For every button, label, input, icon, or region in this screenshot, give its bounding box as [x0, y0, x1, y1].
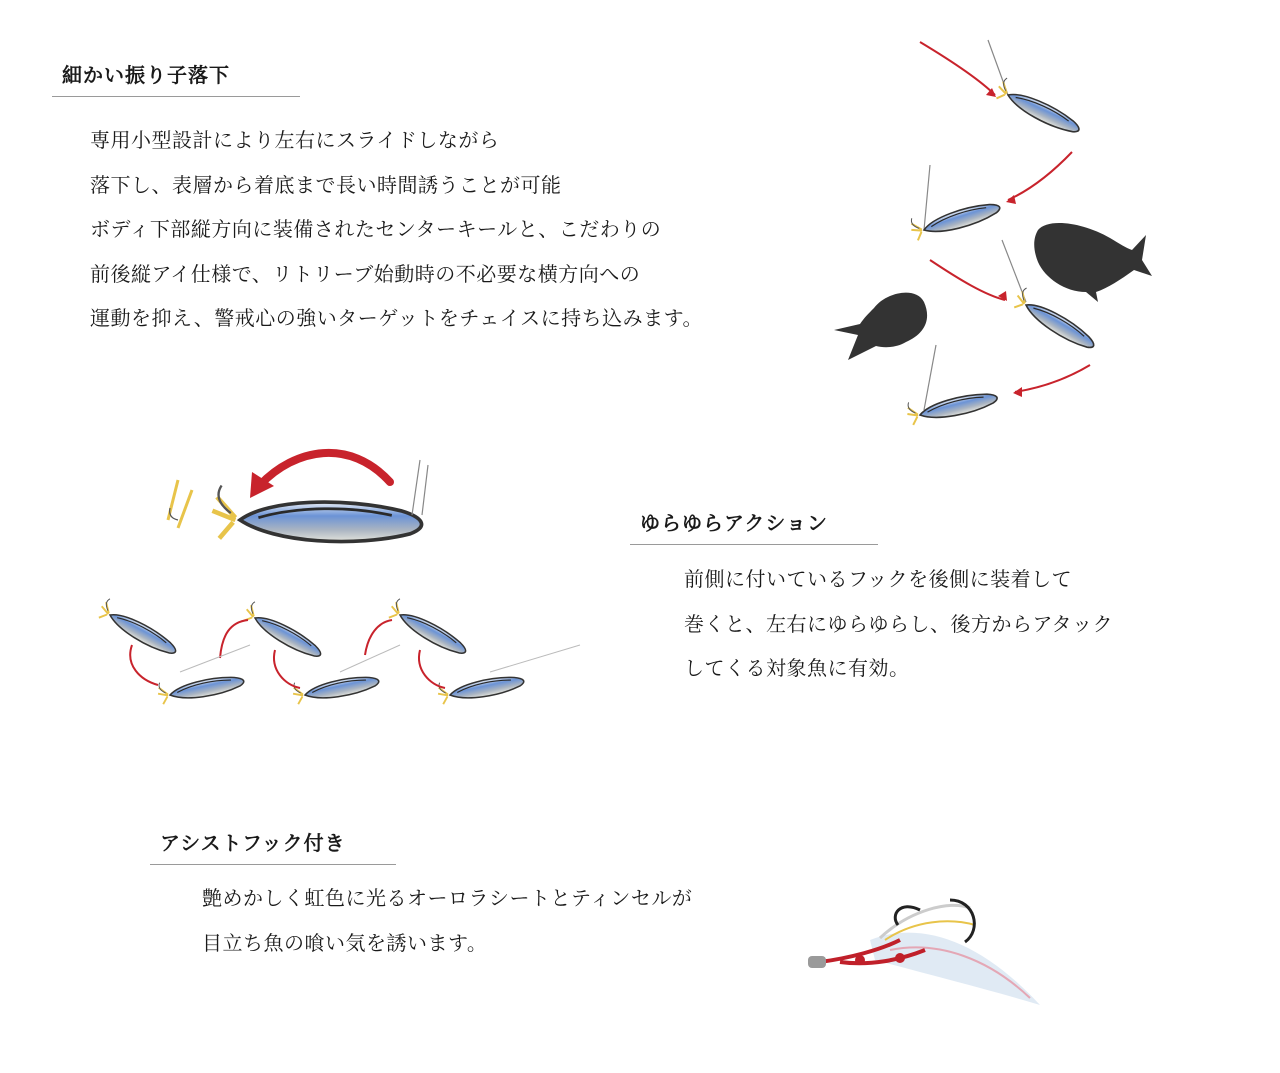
- fish-silhouette-icon: [834, 223, 1152, 360]
- section-heading-assist-hook: アシストフック付き: [160, 831, 346, 855]
- section-heading-pendulum-fall: 細かい振り子落下: [62, 63, 230, 87]
- lure-icon: [1011, 286, 1102, 353]
- wobble-action-illustration: [80, 440, 600, 730]
- falling-lure-illustration: [820, 30, 1160, 440]
- body-line: してくる対象魚に有効。: [684, 656, 910, 680]
- section-divider: [150, 864, 396, 865]
- body-line: 落下し、表層から着底まで長い時間誘うことが可能: [90, 172, 562, 197]
- lure-icon: [212, 486, 421, 542]
- body-line: 専用小型設計により左右にスライドしながら: [90, 128, 500, 152]
- lure-icon: [386, 597, 473, 658]
- body-line: 目立ち魚の喰い気を誘います。: [202, 930, 488, 955]
- section-body-pendulum-fall: [90, 118, 703, 341]
- section-body-wobble-action: [684, 557, 1113, 691]
- body-line: 運動を抑え、警戒心の強いターゲットをチェイスに持ち込みます。: [90, 306, 703, 330]
- lure-icon: [908, 191, 1002, 242]
- lure-icon: [436, 665, 525, 706]
- section-divider: [630, 544, 878, 545]
- assist-hook-illustration: [800, 880, 1060, 1030]
- lure-icon: [905, 381, 999, 427]
- section-divider: [52, 96, 300, 97]
- body-line: 艶めかしく虹色に光るオーロラシートとティンセルが: [202, 886, 693, 910]
- assist-hook-icon: [808, 900, 1040, 1005]
- lure-icon: [993, 76, 1086, 137]
- lure-icon: [291, 665, 380, 706]
- body-line: ボディ下部縦方向に装備されたセンターキールと、こだわりの: [90, 217, 662, 241]
- section-body-assist-hook: [202, 876, 692, 965]
- body-line: 前後縦アイ仕様で、リトリーブ始動時の不必要な横方向への: [90, 261, 641, 286]
- curved-arrow-icon: [260, 453, 390, 485]
- lure-icon: [96, 597, 183, 658]
- lure-icon: [156, 665, 245, 706]
- lure-icon: [241, 600, 328, 661]
- section-heading-wobble-action: ゆらゆらアクション: [640, 511, 828, 535]
- body-line: 巻くと、左右にゆらゆらし、後方からアタック: [684, 611, 1114, 636]
- body-line: 前側に付いているフックを後側に装着して: [684, 567, 1073, 591]
